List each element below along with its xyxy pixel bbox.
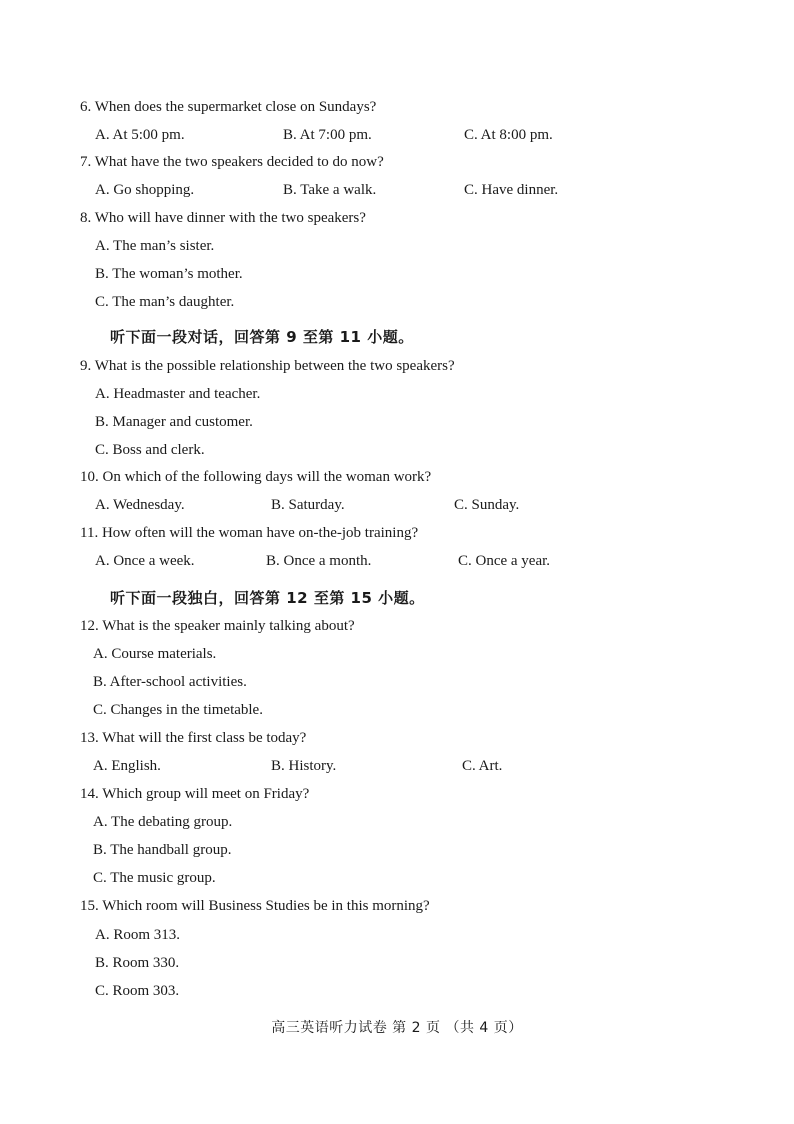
- q7-option-b: B. Take a walk.: [283, 182, 377, 198]
- q8-option-c: C. The man’s daughter.: [95, 294, 235, 310]
- q13-option-a: A. English.: [93, 758, 161, 774]
- q12-option-c: C. Changes in the timetable.: [93, 702, 263, 718]
- q7-option-c: C. Have dinner.: [464, 182, 559, 198]
- q10-option-a: A. Wednesday.: [95, 497, 185, 513]
- question-7: 7. What have the two speakers decided to do now?: [80, 154, 384, 170]
- q8-option-a: A. The man’s sister.: [95, 238, 215, 254]
- q6-option-b: B. At 7:00 pm.: [283, 127, 372, 143]
- q15-option-b: B. Room 330.: [95, 955, 180, 971]
- page-footer: 高三英语听力试卷 第 2 页 （共 4 页）: [271, 1020, 523, 1036]
- q10-option-b: B. Saturday.: [271, 497, 345, 513]
- question-10: 10. On which of the following days will the woman work?: [80, 469, 432, 485]
- q9-option-c: C. Boss and clerk.: [95, 442, 205, 458]
- q13-option-c: C. Art.: [462, 758, 503, 774]
- question-11: 11. How often will the woman have on-the-job training?: [80, 525, 419, 541]
- question-8: 8. Who will have dinner with the two speakers?: [80, 210, 366, 226]
- q14-option-c: C. The music group.: [93, 870, 216, 886]
- q6-option-c: C. At 8:00 pm.: [464, 127, 553, 143]
- q15-option-a: A. Room 313.: [95, 927, 181, 943]
- q13-option-b: B. History.: [271, 758, 337, 774]
- question-15: 15. Which room will Business Studies be in this morning?: [80, 898, 430, 914]
- question-13: 13. What will the first class be today?: [80, 730, 307, 746]
- q11-option-b: B. Once a month.: [266, 553, 372, 569]
- q8-option-b: B. The woman’s mother.: [95, 266, 243, 282]
- section-heading-9-11: 听下面一段对话，回答第 9 至第 11 小题。: [110, 328, 414, 346]
- q11-option-c: C. Once a year.: [458, 553, 551, 569]
- q9-option-a: A. Headmaster and teacher.: [95, 386, 261, 402]
- q10-option-c: C. Sunday.: [454, 497, 520, 513]
- q7-option-a: A. Go shopping.: [95, 182, 195, 198]
- q12-option-a: A. Course materials.: [93, 646, 217, 662]
- q15-option-c: C. Room 303.: [95, 983, 180, 999]
- question-14: 14. Which group will meet on Friday?: [80, 786, 310, 802]
- question-6: 6. When does the supermarket close on Sundays?: [80, 99, 377, 115]
- q11-option-a: A. Once a week.: [95, 553, 195, 569]
- question-12: 12. What is the speaker mainly talking about?: [80, 618, 355, 634]
- q14-option-a: A. The debating group.: [93, 814, 233, 830]
- q12-option-b: B. After-school activities.: [93, 674, 247, 690]
- q14-option-b: B. The handball group.: [93, 842, 232, 858]
- q9-option-b: B. Manager and customer.: [95, 414, 253, 430]
- q6-option-a: A. At 5:00 pm.: [95, 127, 185, 143]
- question-9: 9. What is the possible relationship between the two speakers?: [80, 358, 455, 374]
- section-heading-12-15: 听下面一段独白，回答第 12 至第 15 小题。: [110, 589, 425, 607]
